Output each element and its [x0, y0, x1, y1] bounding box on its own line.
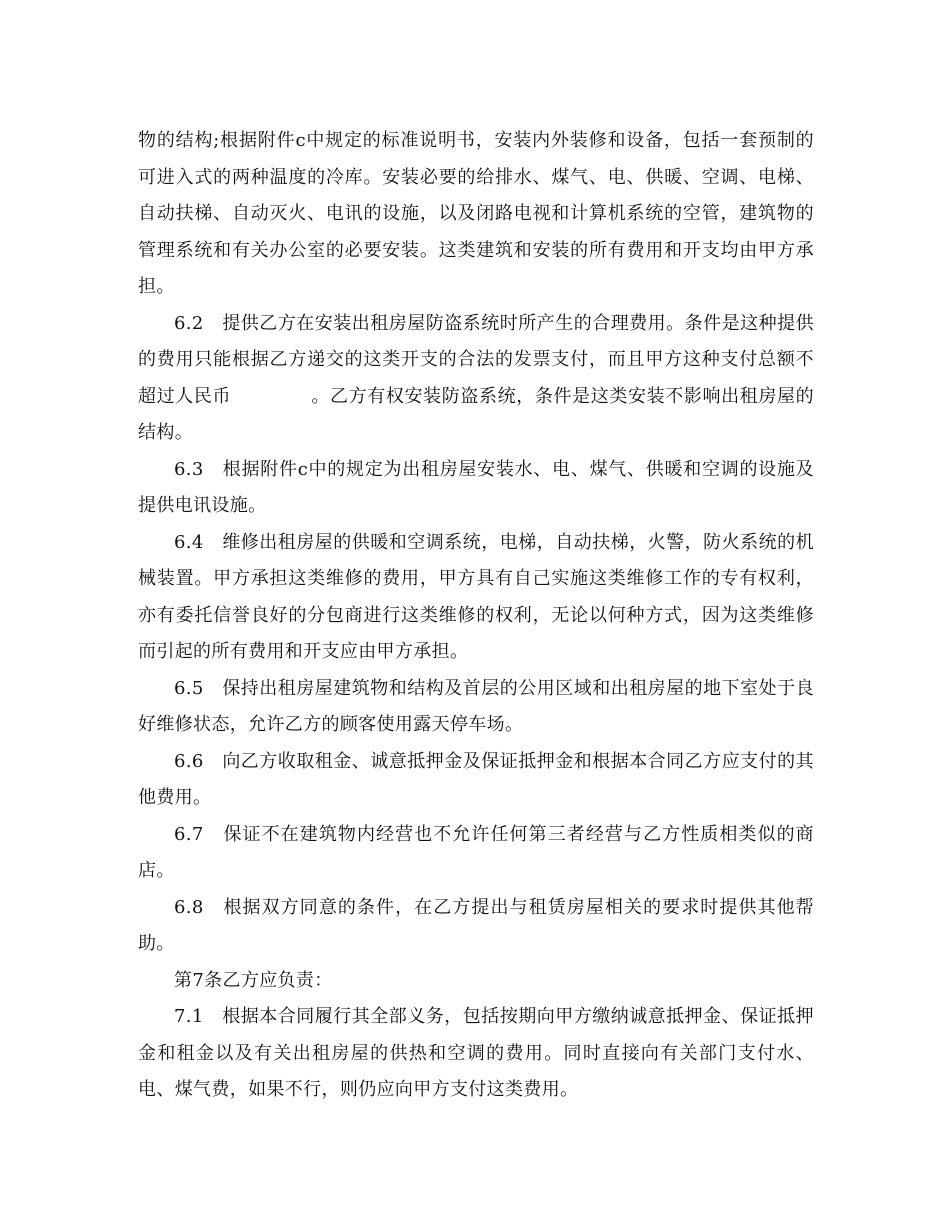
- document-page: [138, 123, 814, 1109]
- paragraph-6-7: 6.7 保证不在建筑物内经营也不允许任何第三者经营与乙方性质相类似的商店。: [138, 823, 814, 881]
- paragraph-6-1-continuation: 物的结构;根据附件c中规定的标准说明书，安装内外装修和设备，包括一套预制的可进入式的两种温度的冷库。安装必要的给排水、煤气、电、供暖、空调、电梯、自动扶梯、自动灭火、电讯的设施，以及闭路电视和计算机系统的空管，建筑物的管理系统和有关办公室的必要安装。这类建筑和安装的所有费用和开支均由甲方承担。: [138, 130, 814, 297]
- paragraph-7-1: 7.1 根据本合同履行其全部义务，包括按期向甲方缴纳诚意抵押金、保证抵押金和租金以及有关出租房屋的供热和空调的费用。同时直接向有关部门支付水、电、煤气费，如果不行，则仍应向甲方支付这类费用。: [138, 1006, 814, 1100]
- paragraph-6-2: [138, 306, 814, 452]
- article-7-heading: 第7条乙方应负责：: [174, 969, 333, 991]
- paragraph-6-8: 6.8 根据双方同意的条件，在乙方提出与租赁房屋相关的要求时提供其他帮助。: [138, 896, 814, 954]
- paragraph-6-2-text-after: 。乙方有权安装防盗系统，条件是这类安装不影响出租房屋的结构。: [138, 385, 814, 443]
- paragraph-6-4: 6.4 维修出租房屋的供暖和空调系统，电梯，自动扶梯，火警，防火系统的机械装置。甲方承担这类维修的费用，甲方具有自己实施这类维修工作的专有权利，亦有委托信誉良好的分包商进行这类维修的权利，无论以何种方式，因为这类维修而引起的所有费用和开支应由甲方承担。: [138, 531, 814, 662]
- paragraph-6-2-text-before: 6.2 提供乙方在安装出租房屋防盗系统时所产生的合理费用。条件是这种提供的费用只能根据乙方递交的这类开支的合法的发票支付，而且甲方这种支付总额不超过人民币: [138, 312, 814, 407]
- paragraph-6-3: 6.3 根据附件c中的规定为出租房屋安装水、电、煤气、供暖和空调的设施及提供电讯设施。: [138, 458, 814, 516]
- paragraph-6-5: 6.5 保持出租房屋建筑物和结构及首层的公用区域和出租房屋的地下室处于良好维修状态，允许乙方的顾客使用露天停车场。: [138, 677, 814, 735]
- paragraph-6-6: 6.6 向乙方收取租金、诚意抵押金及保证抵押金和根据本合同乙方应支付的其他费用。: [138, 750, 814, 808]
